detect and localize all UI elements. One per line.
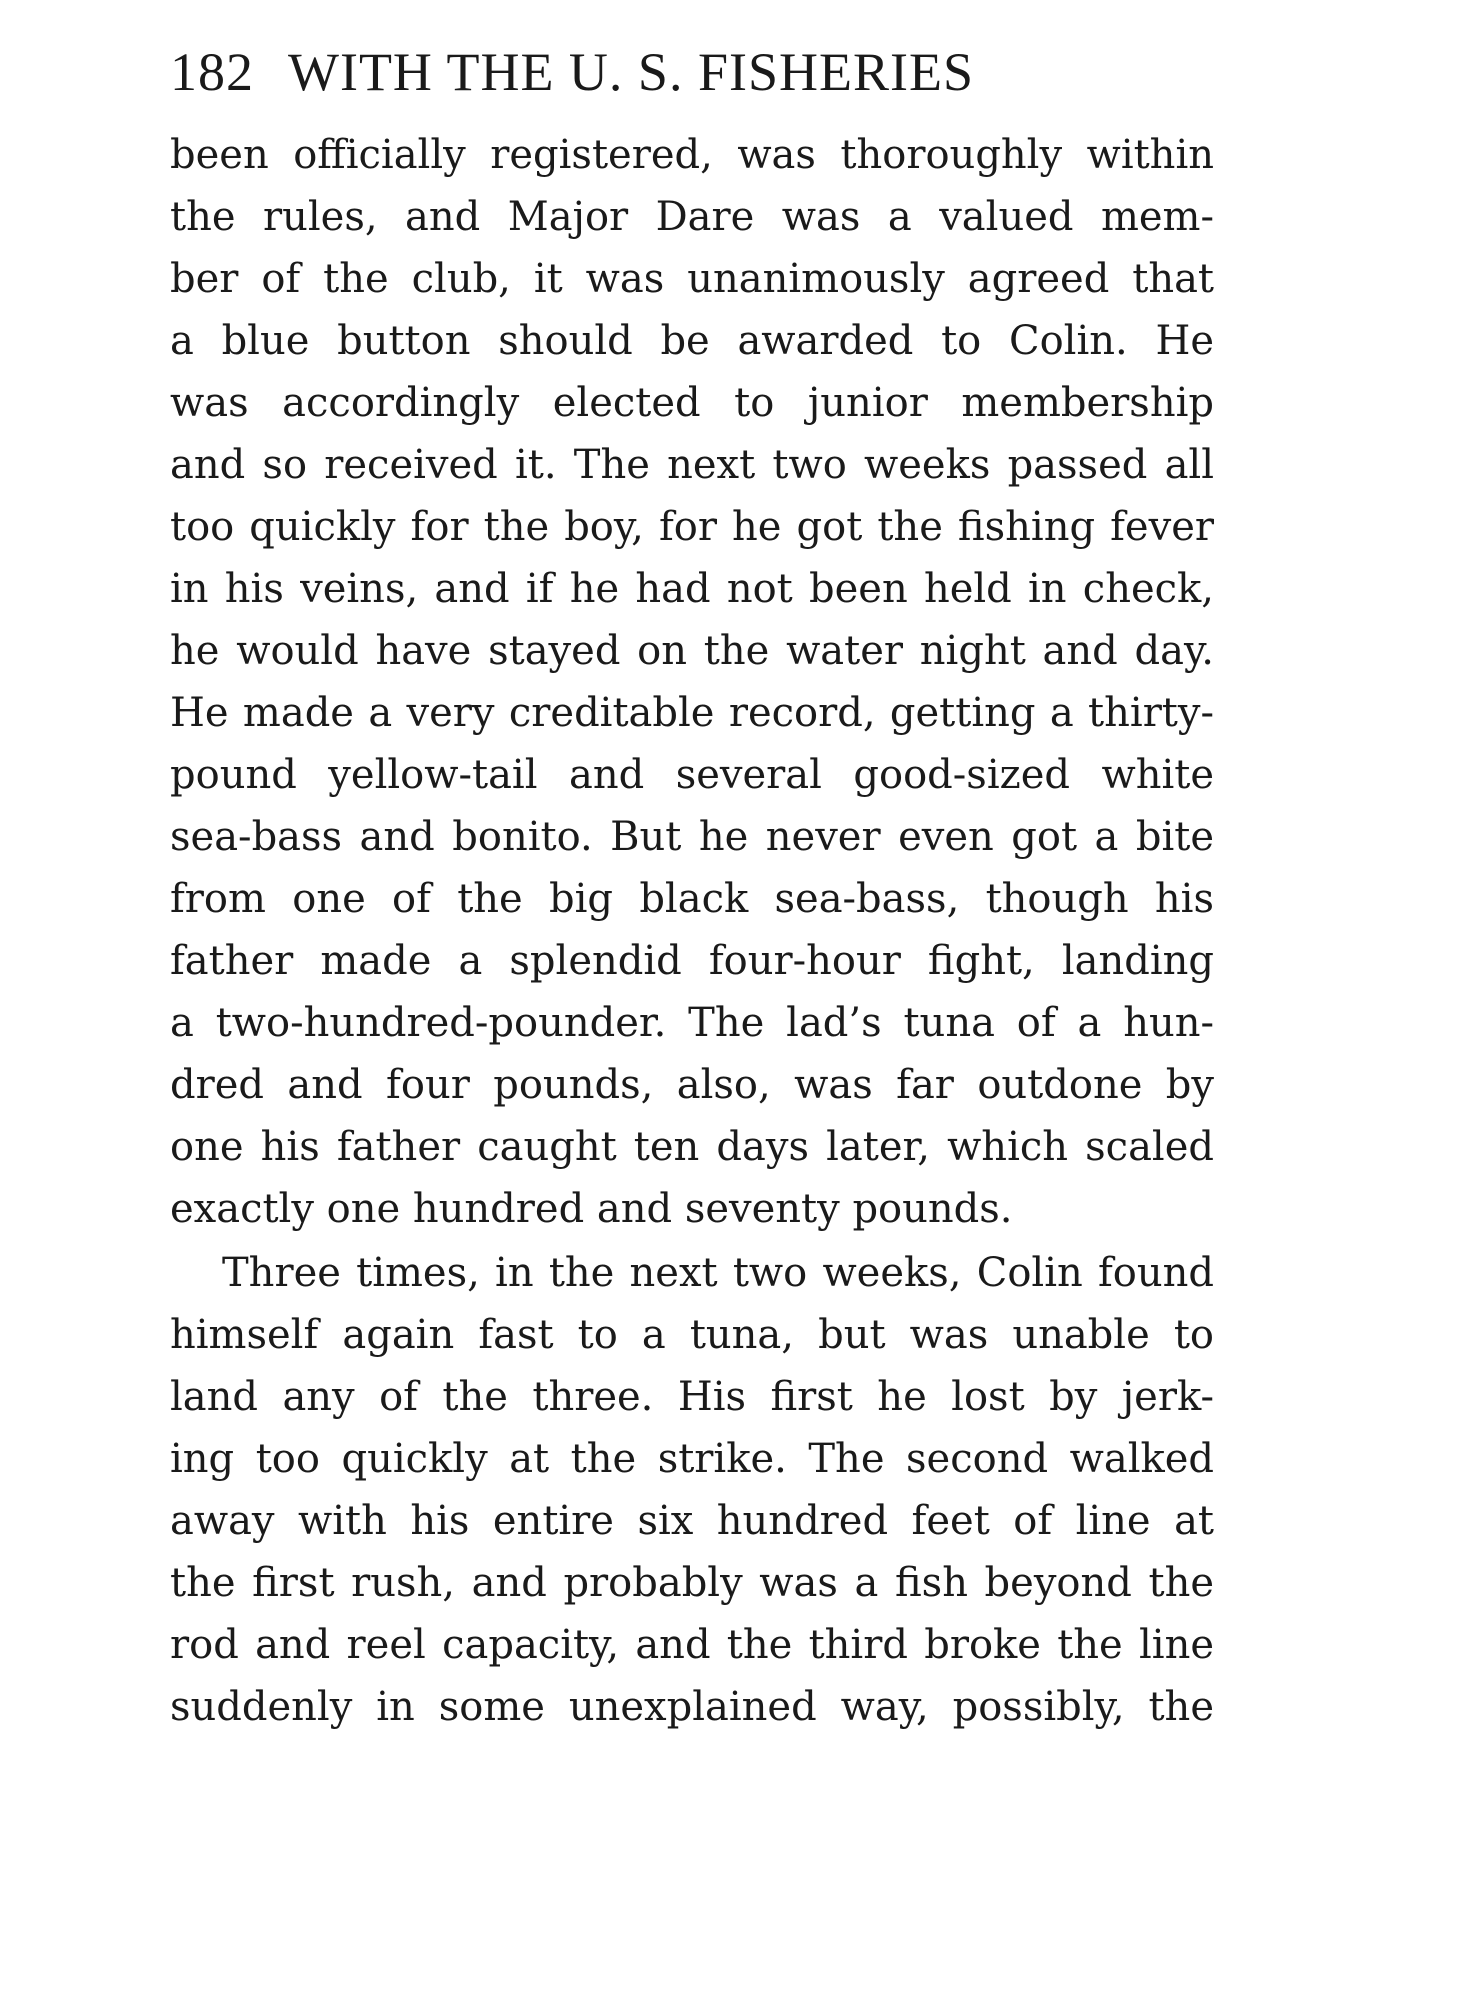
text-line: the first rush, and probably was a fish beyond the — [170, 1560, 1214, 1606]
text-line: father made a splendid four-hour fight, landing — [170, 938, 1214, 984]
text-line: and so received it. The next two weeks passed all — [170, 442, 1214, 488]
running-head — [170, 36, 1220, 108]
paragraph-1 — [170, 124, 1214, 1240]
paragraph-2 — [170, 1242, 1214, 1738]
text-line: himself again fast to a tuna, but was unable to — [170, 1312, 1214, 1358]
text-line: suddenly in some unexplained way, possibly, the — [170, 1684, 1214, 1730]
text-line: Three times, in the next two weeks, Colin found — [222, 1250, 1214, 1296]
running-title: WITH THE U. S. FISHERIES — [288, 42, 975, 102]
text-line: pound yellow-tail and several good-sized white — [170, 752, 1214, 798]
text-line: rod and reel capacity, and the third broke the line — [170, 1622, 1214, 1668]
page-number: 182 — [170, 42, 254, 102]
text-line: He made a very creditable record, getting a thirty- — [170, 690, 1214, 736]
text-line: he would have stayed on the water night and day. — [170, 628, 1214, 674]
text-line: sea-bass and bonito. But he never even got a bite — [170, 814, 1214, 860]
text-line: away with his entire six hundred feet of line at — [170, 1498, 1214, 1544]
text-line: dred and four pounds, also, was far outdone by — [170, 1062, 1214, 1108]
text-line: a blue button should be awarded to Colin. He — [170, 318, 1214, 364]
text-line: the rules, and Major Dare was a valued mem- — [170, 194, 1214, 240]
text-line: exactly one hundred and seventy pounds. — [170, 1186, 1013, 1232]
text-line: land any of the three. His first he lost by jerk- — [170, 1374, 1214, 1420]
text-line: too quickly for the boy, for he got the fishing fever — [170, 504, 1214, 550]
text-line: ber of the club, it was unanimously agreed that — [170, 256, 1214, 302]
text-line: been officially registered, was thoroughly within — [170, 132, 1214, 178]
text-line: one his father caught ten days later, which scaled — [170, 1124, 1214, 1170]
text-line: was accordingly elected to junior membership — [170, 380, 1214, 426]
text-line: in his veins, and if he had not been held in check, — [170, 566, 1214, 612]
text-line: ing too quickly at the strike. The second walked — [170, 1436, 1214, 1482]
text-line: from one of the big black sea-bass, though his — [170, 876, 1214, 922]
body-text — [170, 124, 1214, 1738]
text-line: a two-hundred-pounder. The lad’s tuna of a hun- — [170, 1000, 1214, 1046]
